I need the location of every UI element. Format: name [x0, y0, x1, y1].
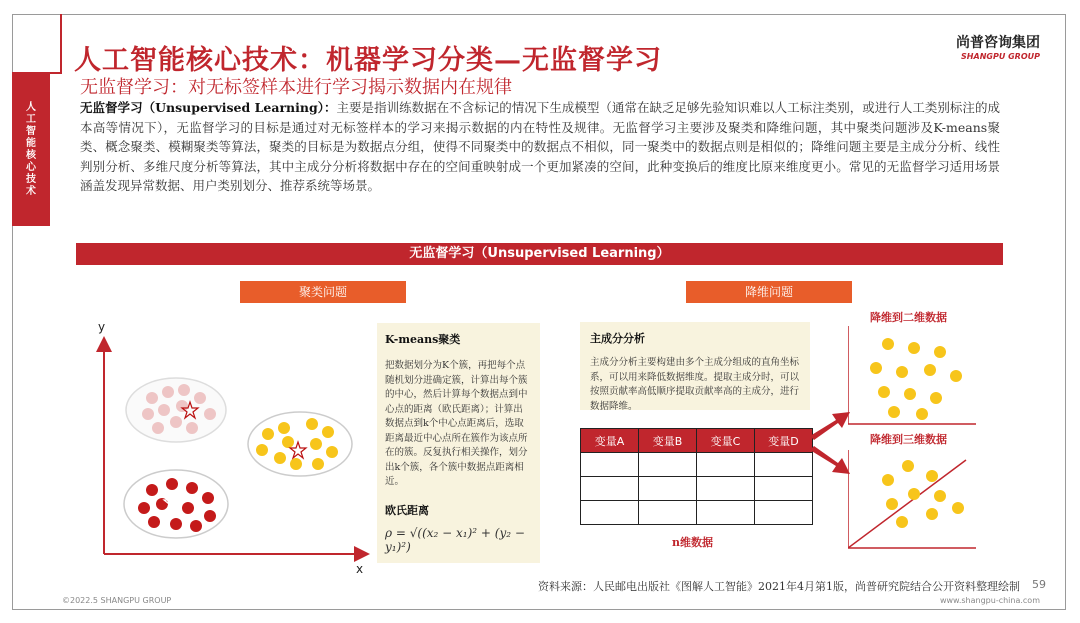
- side-tab-char: 心: [26, 162, 36, 173]
- page-subtitle: 无监督学习：对无标签样本进行学习揭示数据内在规律: [80, 77, 512, 98]
- n-dim-table: [580, 428, 813, 525]
- pca-text: 主成分分析主要构建由多个主成分组成的直角坐标系，可以用来降低数据维度。提取主成分时，可以按照贡献率高低顺序提取贡献率高的主成分，进行数据降维。: [590, 357, 800, 412]
- table-header-row: [581, 429, 813, 453]
- side-tab-char: 人: [26, 102, 36, 113]
- side-tab-char: 核: [26, 150, 36, 161]
- to-3d-label: 降维到三维数据: [870, 433, 947, 446]
- euclid-title: 欧氏距离: [385, 503, 429, 517]
- page-number: 59: [1032, 578, 1046, 591]
- y-axis-label: y: [98, 320, 106, 334]
- table-header-cell: 变量A: [581, 429, 639, 453]
- pca-box: [580, 322, 810, 410]
- x-axis-label: x: [356, 562, 364, 576]
- arrow-down-icon: [810, 446, 850, 474]
- company-logo: [956, 32, 1040, 61]
- clustering-plot: [92, 318, 382, 578]
- source-note: 资料来源：人民邮电出版社《图解人工智能》2021年4月第1版，尚普研究院结合公开资料整理绘制: [538, 580, 1020, 593]
- table-header-cell: 变量C: [697, 429, 755, 453]
- table-row: [581, 501, 813, 525]
- footer-website: www.shangpu-china.com: [939, 596, 1040, 605]
- side-tab-char: 技: [26, 174, 36, 185]
- section-banner: 无监督学习（Unsupervised Learning）: [76, 243, 1003, 265]
- side-tab-char: 工: [26, 114, 36, 125]
- pca-title: 主成分分析: [590, 332, 645, 345]
- plot-2d: [848, 326, 978, 426]
- arrow-up-icon: [810, 412, 850, 440]
- logo-en: SHANGPU GROUP: [961, 52, 1040, 61]
- paragraph-lead: 无监督学习（Unsupervised Learning）：: [80, 100, 337, 115]
- side-tab: [12, 74, 50, 226]
- kmeans-title: K-means聚类: [385, 333, 461, 346]
- side-tab-char: 术: [26, 186, 36, 197]
- clustering-pill: 聚类问题: [240, 281, 406, 303]
- table-caption: n维数据: [672, 536, 713, 549]
- corner-mark: [12, 14, 62, 74]
- plot-3d: [848, 450, 978, 550]
- to-2d-label: 降维到二维数据: [870, 311, 947, 324]
- table-row: [581, 453, 813, 477]
- euclid-formula: ρ = √((x₂ − x₁)² + (y₂ − y₁)²): [385, 525, 525, 554]
- side-tab-char: 智: [26, 126, 36, 137]
- table-header-cell: 变量D: [755, 429, 813, 453]
- kmeans-text: 把数据划分为K个簇，再把每个点随机划分进确定簇，计算出每个簇的中心，然后计算每个数据点到中心点的距离（欧氏距离）；计算出数据点到k个中心点距离后，选取距离最近中心点所在簇作为该点所在的簇。反复执行相关操作，划分出k个簇，各个簇中数据点距离相近。: [385, 360, 528, 487]
- reduction-pill: 降维问题: [686, 281, 852, 303]
- paragraph-body: 主要是指训练数据在不含标记的情况下生成模型（通常在缺乏足够先验知识难以人工标注类别，或进行人工类别标注的成本高等情况下），无监督学习的目标是通过对无标签样本的学习来揭示数据的内在特性及规律。无监督学习主要涉及聚类和降维问题，其中聚类问题涉及K-means聚类、概念聚类、模糊聚类等算法，聚类的目标是为数据点分组，使得不同聚类中的数据点不相似，同一聚类中的数据点则是相似的；降维问题主要是主成分分析、线性判别分析、多维尺度分析等算法，其中主成分分析将数据中存在的空间重映射成一个更加紧凑的空间，此种变换后的维度比原来维度更小。常见的无监督学习适用场景涵盖发现异常数据、用户类别划分、推荐系统等场景。: [80, 100, 1000, 193]
- kmeans-box: [377, 323, 540, 563]
- page-title: 人工智能核心技术：机器学习分类—无监督学习: [74, 45, 662, 76]
- table-header-cell: 变量B: [639, 429, 697, 453]
- footer-copyright: ©2022.5 SHANGPU GROUP: [62, 596, 172, 605]
- logo-cn: 尚普咨询集团: [956, 35, 1040, 51]
- intro-paragraph: [80, 98, 1000, 196]
- table-row: [581, 477, 813, 501]
- side-tab-char: 能: [26, 138, 36, 149]
